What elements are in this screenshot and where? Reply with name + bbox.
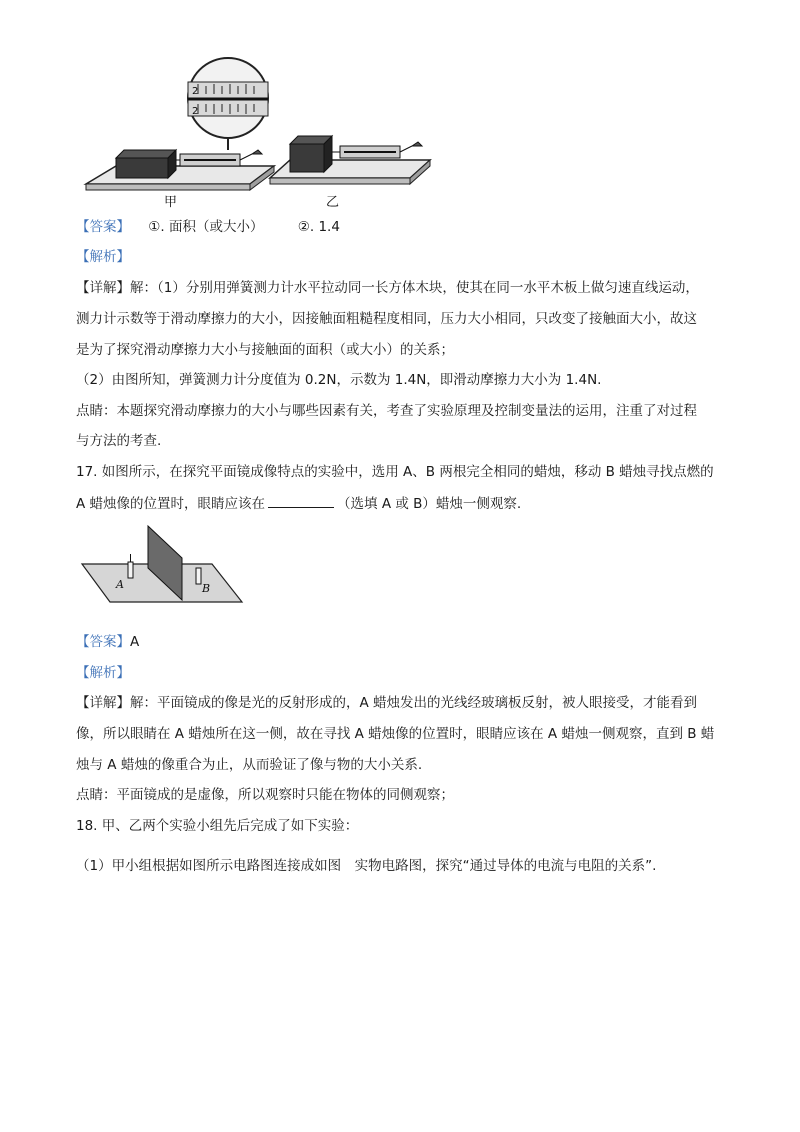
detail-tag: 【详解】 <box>76 695 130 711</box>
answer-tag: 【答案】 <box>76 219 130 235</box>
label-jia: 甲 <box>164 195 178 210</box>
q16-answer-line <box>76 218 340 236</box>
q16-note-line-2: 与方法的考查. <box>76 433 162 449</box>
q16-detail-line-3: 是为了探究滑动摩擦力大小与接触面的面积（或大小）的关系； <box>76 342 454 358</box>
scale-digit-top: 2 <box>192 86 199 97</box>
q17-detail-line-1 <box>76 694 697 712</box>
q17-answer-line <box>76 633 139 651</box>
candle-b <box>196 568 201 584</box>
scale-digit-bottom: 2 <box>192 106 199 117</box>
label-yi: 乙 <box>326 195 340 210</box>
q17-detail-line-3: 烛与 A 蜡烛的像重合为止，从而验证了像与物的大小关系. <box>76 757 423 773</box>
q18-part-1: （1）甲小组根据如图所示电路图连接成如图 实物电路图，探究“通过导体的电流与电阻的关系”. <box>76 858 657 874</box>
answer-2: ②. 1.4 <box>297 219 340 235</box>
answer-value: A <box>130 634 140 650</box>
q17-question-line-1: 17. 如图所示，在探究平面镜成像特点的实验中，选用 A、B 两根完全相同的蜡烛，移动 B 蜡烛寻找点燃的 <box>76 464 714 480</box>
detail-tag: 【详解】 <box>76 280 130 296</box>
analysis-tag: 【解析】 <box>76 249 130 265</box>
answer-1: ①. 面积（或大小） <box>148 219 264 235</box>
q16-detail-line-4: （2）由图所知，弹簧测力计分度值为 0.2N，示数为 1.4N，即滑动摩擦力大小为 1.4N. <box>76 372 602 388</box>
figure-label-a: A <box>116 578 124 591</box>
q18-question: 18. 甲、乙两个实验小组先后完成了如下实验： <box>76 818 359 834</box>
analysis-tag: 【解析】 <box>76 665 130 681</box>
answer-tag: 【答案】 <box>76 634 130 650</box>
q16-detail-line-1 <box>76 279 699 297</box>
board-jia <box>86 166 274 184</box>
figure-label-b: B <box>202 582 211 595</box>
candle-a <box>128 562 133 578</box>
question-text-a: A 蜡烛像的位置时，眼睛应该在 <box>76 496 266 512</box>
detail-text: 解：平面镜成的像是光的反射形成的，A 蜡烛发出的光线经玻璃板反射，被人眼接受，才能看到 <box>130 695 698 711</box>
q16-note-line-1: 点睛：本题探究滑动摩擦力的大小与哪些因素有关，考查了实验原理及控制变量法的运用，注重了对过程 <box>76 403 697 419</box>
detail-text: 解：（1）分别用弹簧测力计水平拉动同一长方体木块，使其在同一水平木板上做匀速直线运动， <box>130 280 699 296</box>
question-text-b: （选填 A 或 B）蜡烛一侧观察. <box>337 496 522 512</box>
block-yi <box>290 144 324 172</box>
q17-note: 点睛：平面镜成的是虚像，所以观察时只能在物体的同侧观察； <box>76 787 454 803</box>
block-jia <box>116 158 168 178</box>
q16-detail-line-2: 测力计示数等于滑动摩擦力的大小，因接触面粗糙程度相同，压力大小相同，只改变了接触面大小，故这 <box>76 311 697 327</box>
q17-detail-line-2: 像，所以眼睛在 A 蜡烛所在这一侧，故在寻找 A 蜡烛像的位置时，眼睛应该在 A 蜡烛一侧观察，直到 B 蜡 <box>76 726 715 742</box>
q17-question-line-2 <box>76 494 521 513</box>
answer-blank <box>268 494 334 508</box>
friction-experiment-figure <box>80 54 440 214</box>
plane-mirror-figure <box>80 524 250 608</box>
